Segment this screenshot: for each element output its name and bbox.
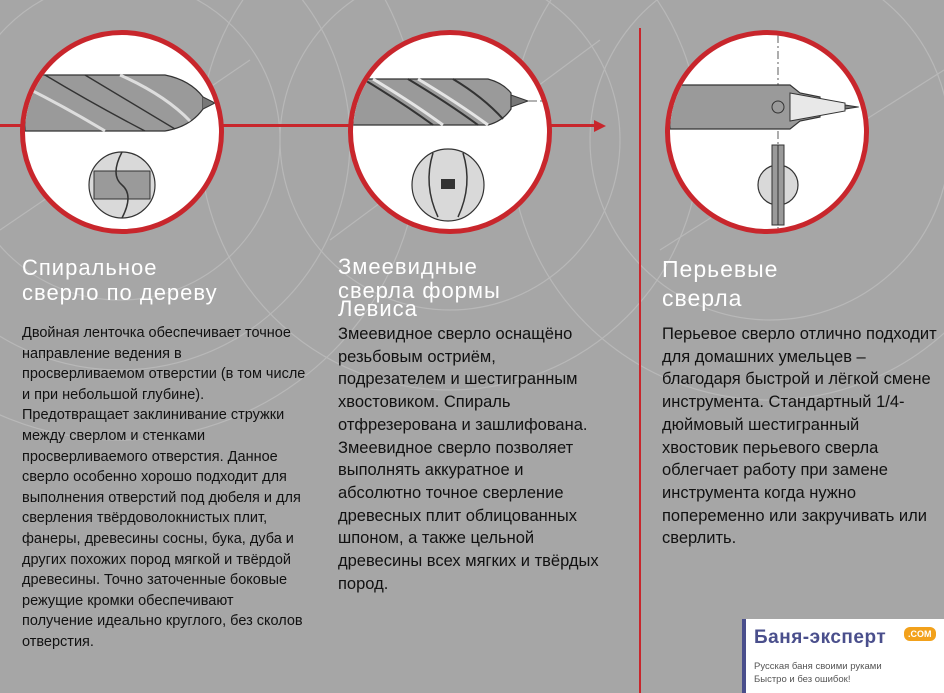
twist-drill-illustration	[20, 30, 224, 234]
spade-drill-icon	[670, 35, 864, 229]
twist-drill-icon	[25, 35, 219, 229]
divider-line	[639, 28, 641, 693]
auger-drill-icon	[353, 35, 547, 229]
section-description-spade-drill: Перьевое сверло отлично подходит для домашних умельцев – благодаря быстрой и лёгкой смене инструмента. Стандартный 1/4-дюймовый шестигранный хвостовик перьевого сверла облегчает работу при замене инструмента когда нужно попеременно или закручивать или сверлить.	[662, 325, 937, 548]
section-description-auger-drill: Змеевидное сверло оснащёно резьбовым остриём, подрезателем и шестигранным хвостовиком. Спираль отфрезерована и зашлифована. Змеевидное сверло позволяет выполнять аккуратное и абсолютно точное сверление древесных плит облицованных шпоном, а также цельной древесины всех мягких и твёрдых пород.	[338, 325, 599, 593]
arrow-head-icon	[594, 120, 606, 132]
title-line: сверло по дереву	[22, 280, 218, 305]
logo-tagline-2: Быстро и без ошибок!	[754, 674, 851, 685]
section-title-twist-drill	[22, 255, 218, 305]
logo-name: Баня-эксперт	[754, 627, 887, 648]
logo-badge: .COM	[904, 627, 936, 641]
section-title-spade-drill	[662, 255, 778, 313]
section-title-auger-drill	[338, 255, 501, 321]
connector-line-3	[548, 124, 596, 127]
site-logo[interactable]	[742, 619, 944, 693]
title-line: Перьевые	[662, 256, 779, 282]
section-description-twist-drill: Двойная ленточка обеспечивает точное направление ведения в просверливаемом отверстии (в том числе и при небольшой глубине). Предотвращает заклинивание стружки между сверлом и стенками просверливаемого отверстия. Данное сверло особенно хорошо подходит для выполнения отверстий под дюбеля и для сверления твёрдоволокнистых плит, фанеры, древесины сосны, бука, дуба и других похожих пород мягкой и твёрдой древесины. Точно заточенные боковые режущие кромки обеспечивают получение идеально круглого, без сколов отверстия.	[22, 325, 306, 650]
title-line: сверла формы	[338, 278, 501, 303]
connector-line-2	[222, 124, 352, 127]
logo-tagline-1: Русская баня своими руками	[754, 661, 882, 672]
title-line: Спиральное	[22, 255, 158, 280]
spade-drill-illustration	[665, 30, 869, 234]
auger-drill-illustration	[348, 30, 552, 234]
title-line: Левиса	[338, 296, 418, 321]
title-line: сверла	[662, 285, 743, 311]
title-line: Змеевидные	[338, 254, 478, 279]
